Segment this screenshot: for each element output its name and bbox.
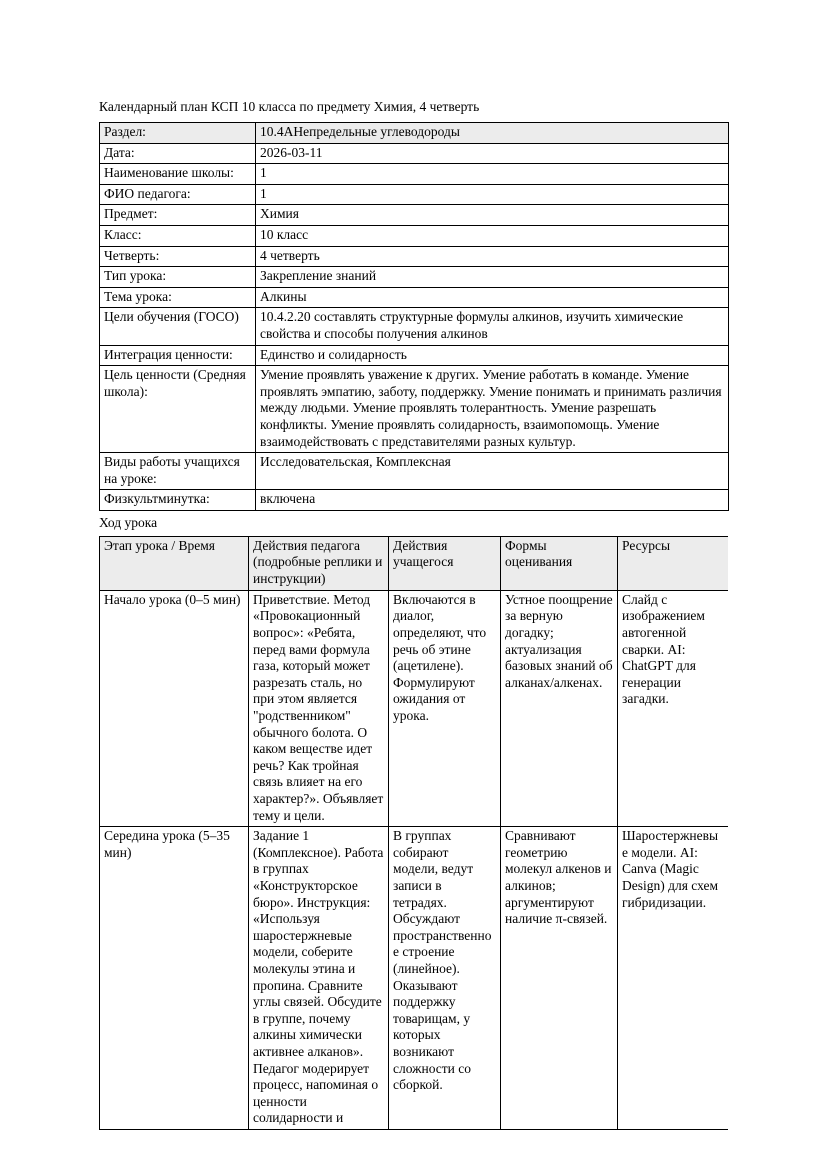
info-row-label: Дата: (100, 143, 256, 164)
info-row-label: ФИО педагога: (100, 184, 256, 205)
lesson-info-body (100, 123, 729, 511)
table-row (100, 490, 729, 511)
resources-cell: Слайд с изображением автогенной сварки. AI: ChatGPT для генерации загадки. (618, 590, 729, 826)
lesson-info-table (99, 122, 729, 511)
info-row-label: Четверть: (100, 246, 256, 267)
table-header-row (100, 536, 729, 590)
table-row (100, 345, 729, 366)
student-actions-cell: В группах собирают модели, ведут записи в тетрадях. Обсуждают пространственное строение (линейное). Оказывают поддержку товарищам, у которых возникают сложности со сборкой. (389, 827, 501, 1130)
lesson-flow-clip (99, 536, 728, 1136)
table-row (100, 246, 729, 267)
info-row-value: 10 класс (256, 225, 729, 246)
info-row-value: 2026-03-11 (256, 143, 729, 164)
resources-cell: Шаростержневые модели. AI: Canva (Magic Design) для схем гибридизации. (618, 827, 729, 1130)
info-row-value: Исследовательская, Комплексная (256, 453, 729, 490)
table-row (100, 267, 729, 288)
info-row-value: Алкины (256, 287, 729, 308)
teacher-actions-cell: Приветствие. Метод «Провокационный вопрос»: «Ребята, перед вами формула газа, который может разрезать сталь, но при этом является "родственником" обычного болота. О каком веществе идет речь? Как тройная связь влияет на его характер?». Объявляет тему и цели. (249, 590, 389, 826)
info-row-value: включена (256, 490, 729, 511)
lesson-flow-body (100, 590, 729, 1129)
info-row-value: 4 четверть (256, 246, 729, 267)
table-row (100, 205, 729, 226)
column-header: Ресурсы (618, 536, 729, 590)
teacher-actions-cell: Задание 1 (Комплексное). Работа в группах «Конструкторское бюро». Инструкция: «Используя шаростержневые модели, соберите молекулы этина и пропина. Сравните углы связей. Обсудите в группе, почему алкины химически активнее алканов». Педагог модерирует процесс, напоминая о ценности солидарности и (249, 827, 389, 1130)
info-row-value: 1 (256, 184, 729, 205)
info-row-label: Цели обучения (ГОСО) (100, 308, 256, 345)
lesson-flow-label: Ход урока (99, 514, 158, 530)
table-row (100, 184, 729, 205)
assessment-cell: Устное поощрение за верную догадку; актуализация базовых знаний об алканах/алкенах. (501, 590, 618, 826)
column-header: Этап урока / Время (100, 536, 249, 590)
column-header: Действия учащегося (389, 536, 501, 590)
info-row-label: Предмет: (100, 205, 256, 226)
info-row-value: Единство и солидарность (256, 345, 729, 366)
info-row-label: Тип урока: (100, 267, 256, 288)
table-row (100, 123, 729, 144)
assessment-cell: Сравнивают геометрию молекул алкенов и алкинов; аргументируют наличие π-связей. (501, 827, 618, 1130)
table-row (100, 143, 729, 164)
table-row (100, 366, 729, 453)
info-row-value: 1 (256, 164, 729, 185)
lesson-flow-head (100, 536, 729, 590)
table-row (100, 164, 729, 185)
info-row-label: Физкультминутка: (100, 490, 256, 511)
table-row (100, 827, 729, 1130)
table-row (100, 225, 729, 246)
table-row (100, 308, 729, 345)
lesson-flow-table (99, 536, 728, 1130)
table-row (100, 287, 729, 308)
info-row-label: Тема урока: (100, 287, 256, 308)
info-row-value: 10.4.2.20 составлять структурные формулы алкинов, изучить химические свойства и способы получения алкинов (256, 308, 729, 345)
column-header: Формы оценивания (501, 536, 618, 590)
info-row-value: Умение проявлять уважение к других. Умение работать в команде. Умение проявлять эмпатию, заботу, поддержку. Умение понимать и принимать различия между людьми. Умение проявлять толерантность. Умение разрешать конфликты. Умение проявлять солидарность, взаимопомощь. Умение взаимодействовать с представителями разных культур. (256, 366, 729, 453)
info-row-value: Химия (256, 205, 729, 226)
info-row-label: Цель ценности (Средняя школа): (100, 366, 256, 453)
info-row-label: Раздел: (100, 123, 256, 144)
student-actions-cell: Включаются в диалог, определяют, что речь об этине (ацетилене). Формулируют ожидания от урока. (389, 590, 501, 826)
stage-cell: Начало урока (0–5 мин) (100, 590, 249, 826)
info-row-label: Интеграция ценности: (100, 345, 256, 366)
info-row-value: 10.4АНепредельные углеводороды (256, 123, 729, 144)
table-row (100, 453, 729, 490)
stage-cell: Середина урока (5–35 мин) (100, 827, 249, 1130)
column-header: Действия педагога (подробные реплики и инструкции) (249, 536, 389, 590)
info-row-label: Виды работы учащихся на уроке: (100, 453, 256, 490)
page-title: Календарный план КСП 10 класса по предмету Химия, 4 четверть (99, 99, 480, 114)
table-row (100, 590, 729, 826)
info-row-label: Класс: (100, 225, 256, 246)
info-row-value: Закрепление знаний (256, 267, 729, 288)
info-row-label: Наименование школы: (100, 164, 256, 185)
